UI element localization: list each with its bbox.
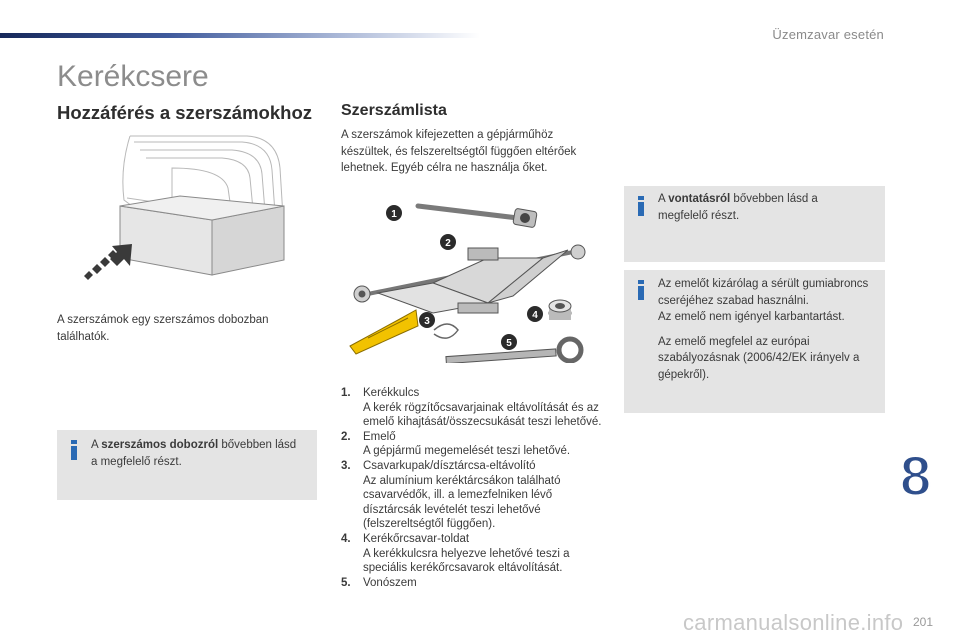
page-number: 201: [913, 615, 934, 629]
toolbox-location-text: A szerszámok egy szerszámos dobozban találhatók.: [57, 314, 269, 343]
tool-number: 2.: [341, 430, 351, 443]
tool-name: Emelő: [363, 430, 396, 443]
tool-name: Csavarkupak/dísztárcsa-eltávolító: [363, 459, 536, 472]
lock-nut-adaptor-drawing: [549, 300, 571, 320]
tool-list-item: [341, 386, 611, 430]
header-accent-bar: [0, 33, 480, 38]
tool-list-item: [341, 576, 611, 591]
watermark: carmanualsonline.info: [683, 610, 904, 635]
tool-number: 3.: [341, 459, 351, 472]
toolbox-info-box: [57, 430, 317, 500]
towing-info-text: A vontatásról bővebben lásd a megfelelő részt.: [658, 193, 818, 222]
section-title: Üzemzavar esetén: [772, 27, 884, 42]
tool-number: 4.: [341, 532, 351, 545]
cap-remover-drawing: [350, 310, 458, 354]
callout-2-label: 2: [445, 238, 451, 249]
tool-list: [341, 386, 611, 590]
chapter-number: 8: [900, 444, 932, 507]
tool-description: A kerékkulcsra helyezve lehetővé teszi a speciális kerékőrcsavarok eltávolítását.: [363, 547, 570, 575]
tool-description: Az alumínium keréktárcsákon található csavarvédők, ill. a lemezfelniken lévő dísztárcsák levételét teszi lehetővé (felszereltségtől függően).: [363, 474, 561, 531]
tool-description: A kerék rögzítőcsavarjainak eltávolítását és az emelő kihajtását/összecsukását teszi lehetővé.: [363, 401, 602, 429]
toolbox-link-term: szerszámos dobozról: [101, 439, 219, 451]
tools-illustration: [338, 188, 613, 363]
tool-list-item: [341, 459, 611, 532]
towing-info-box: [624, 186, 885, 262]
towing-link-term: vontatásról: [668, 193, 731, 205]
callout-5-label: 5: [506, 338, 512, 349]
tool-name: Kerékőrcsavar-toldat: [363, 532, 470, 545]
callout-1-label: 1: [391, 209, 397, 220]
jack-usage-note: Az emelőt kizárólag a sérült gumiabroncs cseréjéhez szabad használni. Az emelő nem igényel karbantartást.: [658, 278, 869, 323]
access-tools-heading: Hozzáférés a szerszámokhoz: [57, 102, 312, 123]
tool-name: Kerékkulcs: [363, 387, 420, 399]
callout-3-label: 3: [424, 316, 430, 327]
tool-list-item: [341, 430, 611, 459]
tool-name: Vonószem: [363, 576, 417, 589]
jack-info-box: [624, 270, 885, 413]
tool-list-intro: A szerszámok kifejezetten a gépjárműhöz készültek, és felszereltségtől függően eltérőek lehetnek. Egyéb célra ne használja őket.: [341, 129, 577, 174]
tool-number: 1.: [341, 387, 351, 399]
tool-description: A gépjármű megemelését teszi lehetővé.: [363, 445, 571, 458]
tool-list-item: [341, 532, 611, 576]
wheel-wrench-drawing: [418, 206, 537, 228]
seat-toolbox-illustration: [72, 128, 302, 288]
toolbox-info-text: A szerszámos dobozról bővebben lásd a megfelelő részt.: [91, 439, 297, 468]
info-icon: [638, 280, 644, 300]
page-title: Kerékcsere: [57, 60, 209, 93]
tool-list-heading: Szerszámlista: [341, 102, 447, 119]
tool-number: 5.: [341, 576, 351, 589]
jack-compliance-note: Az emelő megfelel az európai szabályozásnak (2006/42/EK irányelv a gépekről).: [658, 335, 860, 381]
info-icon: [638, 196, 644, 216]
jack-info-text: [658, 276, 878, 383]
info-icon: [71, 440, 77, 460]
callout-4-label: 4: [532, 310, 538, 321]
